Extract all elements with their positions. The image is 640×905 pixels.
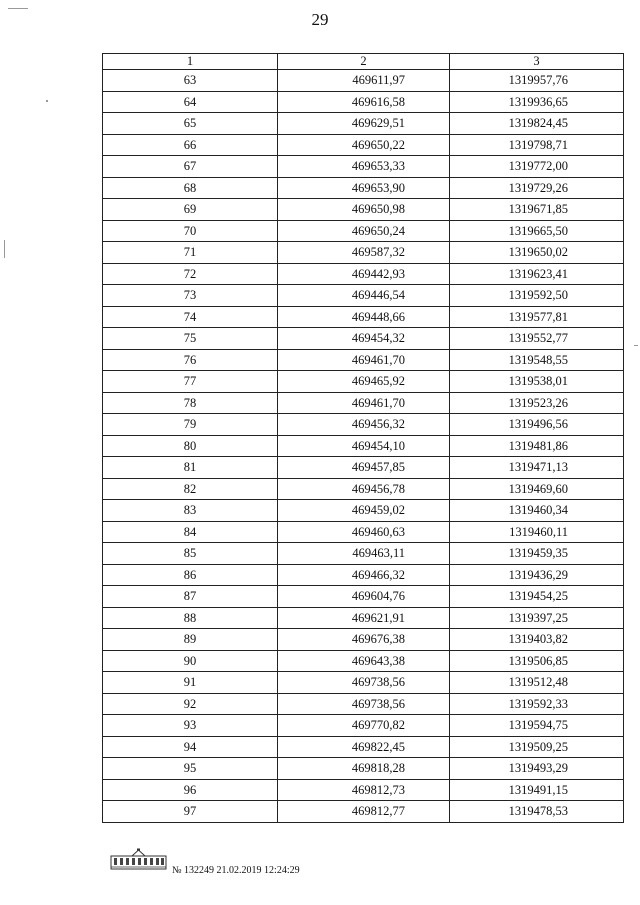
point-number-cell: 72 [103,263,278,285]
x-coordinate-cell: 469629,51 [278,113,450,135]
point-number-cell: 90 [103,650,278,672]
x-coordinate-cell: 469461,70 [278,349,450,371]
point-number-cell: 91 [103,672,278,694]
table-row [103,693,624,715]
page-number: 29 [311,10,329,29]
x-coordinate-cell: 469822,45 [278,736,450,758]
y-coordinate-cell: 1319506,85 [450,650,624,672]
y-coordinate-cell: 1319496,56 [450,414,624,436]
table-row [103,306,624,328]
table-row [103,263,624,285]
table-row [103,672,624,694]
point-number-cell: 82 [103,478,278,500]
y-coordinate-cell: 1319509,25 [450,736,624,758]
table-row [103,715,624,737]
x-coordinate-cell: 469457,85 [278,457,450,479]
y-coordinate-cell: 1319671,85 [450,199,624,221]
footer [110,848,410,888]
table-row [103,629,624,651]
point-number-cell: 65 [103,113,278,135]
y-coordinate-cell: 1319397,25 [450,607,624,629]
registration-stamp-text: № 132249 21.02.2019 12:24:29 [172,865,300,876]
x-coordinate-cell: 469621,91 [278,607,450,629]
point-number-cell: 78 [103,392,278,414]
y-coordinate-cell: 1319824,45 [450,113,624,135]
coordinates-table [102,53,624,823]
y-coordinate-cell: 1319512,48 [450,672,624,694]
y-coordinate-cell: 1319957,76 [450,70,624,92]
y-coordinate-cell: 1319481,86 [450,435,624,457]
table-row [103,801,624,823]
point-number-cell: 67 [103,156,278,178]
point-number-cell: 84 [103,521,278,543]
table-row [103,91,624,113]
point-number-cell: 70 [103,220,278,242]
point-number-cell: 95 [103,758,278,780]
point-number-cell: 88 [103,607,278,629]
table-row [103,607,624,629]
y-coordinate-cell: 1319459,35 [450,543,624,565]
y-coordinate-cell: 1319460,11 [450,521,624,543]
table-row [103,220,624,242]
x-coordinate-cell: 469650,22 [278,134,450,156]
y-coordinate-cell: 1319594,75 [450,715,624,737]
table-row [103,371,624,393]
x-coordinate-cell: 469818,28 [278,758,450,780]
table-row [103,500,624,522]
column-header: 3 [450,54,624,70]
point-number-cell: 87 [103,586,278,608]
table-row [103,177,624,199]
x-coordinate-cell: 469454,32 [278,328,450,350]
x-coordinate-cell: 469587,32 [278,242,450,264]
scan-artifact [634,345,638,346]
table-row [103,478,624,500]
point-number-cell: 92 [103,693,278,715]
table-row [103,242,624,264]
point-number-cell: 89 [103,629,278,651]
table-row [103,349,624,371]
y-coordinate-cell: 1319936,65 [450,91,624,113]
x-coordinate-cell: 469456,78 [278,478,450,500]
point-number-cell: 96 [103,779,278,801]
column-header: 1 [103,54,278,70]
y-coordinate-cell: 1319623,41 [450,263,624,285]
point-number-cell: 66 [103,134,278,156]
point-number-cell: 63 [103,70,278,92]
table-row [103,586,624,608]
y-coordinate-cell: 1319460,34 [450,500,624,522]
table-row [103,70,624,92]
y-coordinate-cell: 1319491,15 [450,779,624,801]
x-coordinate-cell: 469463,11 [278,543,450,565]
point-number-cell: 93 [103,715,278,737]
x-coordinate-cell: 469461,70 [278,392,450,414]
table-row [103,564,624,586]
y-coordinate-cell: 1319478,53 [450,801,624,823]
y-coordinate-cell: 1319471,13 [450,457,624,479]
table-row [103,543,624,565]
scan-artifact [8,8,28,9]
table-row [103,521,624,543]
y-coordinate-cell: 1319403,82 [450,629,624,651]
point-number-cell: 68 [103,177,278,199]
column-header: 2 [278,54,450,70]
point-number-cell: 86 [103,564,278,586]
y-coordinate-cell: 1319469,60 [450,478,624,500]
x-coordinate-cell: 469643,38 [278,650,450,672]
table-header-row [103,54,624,70]
x-coordinate-cell: 469442,93 [278,263,450,285]
x-coordinate-cell: 469653,33 [278,156,450,178]
x-coordinate-cell: 469738,56 [278,672,450,694]
table-row [103,457,624,479]
y-coordinate-cell: 1319592,50 [450,285,624,307]
table-body [103,70,624,823]
point-number-cell: 80 [103,435,278,457]
y-coordinate-cell: 1319577,81 [450,306,624,328]
table-row [103,650,624,672]
y-coordinate-cell: 1319650,02 [450,242,624,264]
y-coordinate-cell: 1319665,50 [450,220,624,242]
y-coordinate-cell: 1319538,01 [450,371,624,393]
table-row [103,758,624,780]
point-number-cell: 94 [103,736,278,758]
point-number-cell: 74 [103,306,278,328]
table-row [103,392,624,414]
table-row [103,779,624,801]
table-row [103,736,624,758]
y-coordinate-cell: 1319592,33 [450,693,624,715]
point-number-cell: 97 [103,801,278,823]
point-number-cell: 64 [103,91,278,113]
table-row [103,156,624,178]
point-number-cell: 79 [103,414,278,436]
table-row [103,199,624,221]
point-number-cell: 83 [103,500,278,522]
x-coordinate-cell: 469676,38 [278,629,450,651]
table-row [103,414,624,436]
point-number-cell: 85 [103,543,278,565]
point-number-cell: 81 [103,457,278,479]
y-coordinate-cell: 1319523,26 [450,392,624,414]
scan-artifact [46,100,48,102]
x-coordinate-cell: 469446,54 [278,285,450,307]
x-coordinate-cell: 469459,02 [278,500,450,522]
scan-artifact [4,240,5,258]
x-coordinate-cell: 469454,10 [278,435,450,457]
building-stamp-icon [110,848,167,872]
x-coordinate-cell: 469611,97 [278,70,450,92]
x-coordinate-cell: 469770,82 [278,715,450,737]
x-coordinate-cell: 469812,73 [278,779,450,801]
point-number-cell: 75 [103,328,278,350]
point-number-cell: 71 [103,242,278,264]
y-coordinate-cell: 1319552,77 [450,328,624,350]
x-coordinate-cell: 469448,66 [278,306,450,328]
y-coordinate-cell: 1319548,55 [450,349,624,371]
x-coordinate-cell: 469738,56 [278,693,450,715]
table-row [103,435,624,457]
x-coordinate-cell: 469456,32 [278,414,450,436]
point-number-cell: 76 [103,349,278,371]
y-coordinate-cell: 1319798,71 [450,134,624,156]
x-coordinate-cell: 469465,92 [278,371,450,393]
point-number-cell: 69 [103,199,278,221]
x-coordinate-cell: 469460,63 [278,521,450,543]
y-coordinate-cell: 1319493,29 [450,758,624,780]
table-row [103,285,624,307]
y-coordinate-cell: 1319454,25 [450,586,624,608]
y-coordinate-cell: 1319772,00 [450,156,624,178]
x-coordinate-cell: 469616,58 [278,91,450,113]
table-row [103,328,624,350]
point-number-cell: 73 [103,285,278,307]
table-row [103,113,624,135]
x-coordinate-cell: 469466,32 [278,564,450,586]
x-coordinate-cell: 469812,77 [278,801,450,823]
y-coordinate-cell: 1319729,26 [450,177,624,199]
x-coordinate-cell: 469650,98 [278,199,450,221]
x-coordinate-cell: 469650,24 [278,220,450,242]
table-row [103,134,624,156]
y-coordinate-cell: 1319436,29 [450,564,624,586]
point-number-cell: 77 [103,371,278,393]
x-coordinate-cell: 469604,76 [278,586,450,608]
x-coordinate-cell: 469653,90 [278,177,450,199]
